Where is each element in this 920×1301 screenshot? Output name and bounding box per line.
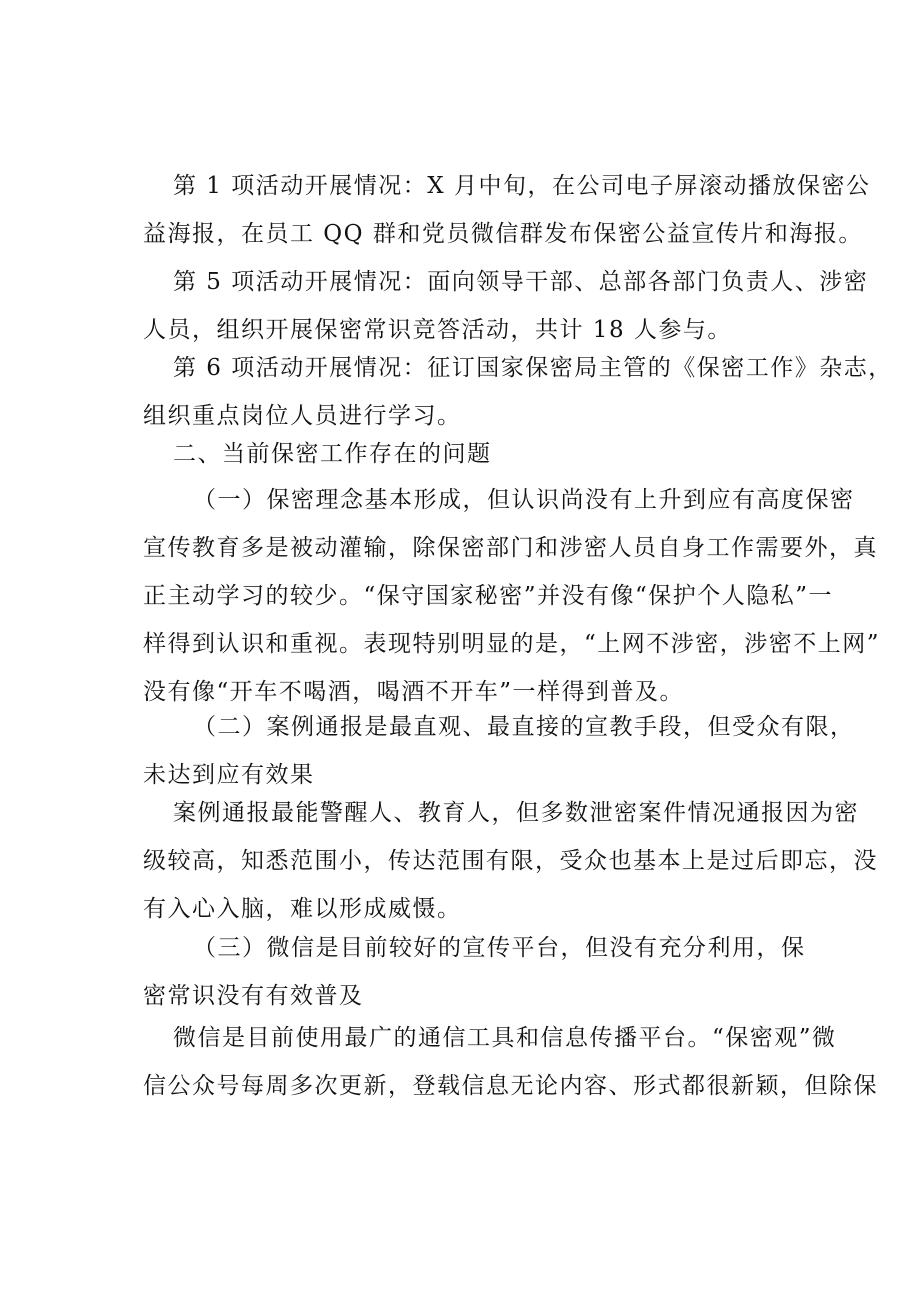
text-line: 微信是目前使用最广的通信工具和信息传播平台。“保密观”微 [173,1025,837,1051]
text-line: 第 1 项活动开展情况：X 月中旬，在公司电子屏滚动播放保密公 [173,173,871,199]
text-line: 组织重点岗位人员进行学习。 [143,403,462,429]
text-line: 未达到应有效果 [143,762,315,788]
text-line: 第 5 项活动开展情况：面向领导干部、总部各部门负责人、涉密 [173,269,869,295]
text-line: 有入心入脑，难以形成威慑。 [143,896,462,922]
paragraph-wechat [143,1014,878,1110]
text-line: 益海报，在员工 QQ 群和党员微信群发布保密公益宣传片和海报。 [143,221,863,247]
text-line: 宣传教育多是被动灌输，除保密部门和涉密人员自身工作需要外，真 [143,535,878,561]
text-line: （一）保密理念基本形成，但认识尚没有上升到应有高度保密 [193,487,855,513]
text-line: 没有像“开车不喝酒，喝酒不开车”一样得到普及。 [143,679,685,705]
text-line: （三）微信是目前较好的宣传平台，但没有充分利用，保 [193,935,806,961]
paragraph-case-reports [143,789,878,933]
text-line: 第 6 项活动开展情况：征订国家保密局主管的《保密工作》杂志， [173,355,893,381]
paragraph-activity-6 [143,344,893,440]
text-line: 案例通报最能警醒人、教育人，但多数泄密案件情况通报因为密 [173,800,859,826]
paragraph-activity-5 [143,258,869,354]
text-line: 信公众号每周多次更新，登载信息无论内容、形式都很新颖，但除保 [143,1073,878,1099]
section-heading [173,430,492,478]
text-line: 密常识没有有效普及 [143,983,364,1009]
paragraph-issue-1 [143,476,881,716]
text-line: 二、当前保密工作存在的问题 [173,441,492,467]
text-line: （二）案例通报是最直观、最直接的宣教手段，但受众有限， [193,714,855,740]
text-line: 人员，组织开展保密常识竞答活动，共计 18 人参与。 [143,317,732,343]
text-line: 正主动学习的较少。“保守国家秘密”并没有像“保护个人隐私”一 [143,583,834,609]
paragraph-issue-2 [143,703,855,799]
text-line: 样得到认识和重视。表现特别明显的是，“上网不涉密，涉密不上网” [143,631,881,657]
text-line: 级较高，知悉范围小，传达范围有限，受众也基本上是过后即忘，没 [143,848,878,874]
paragraph-activity-1 [143,162,871,258]
paragraph-issue-3 [143,924,823,1020]
